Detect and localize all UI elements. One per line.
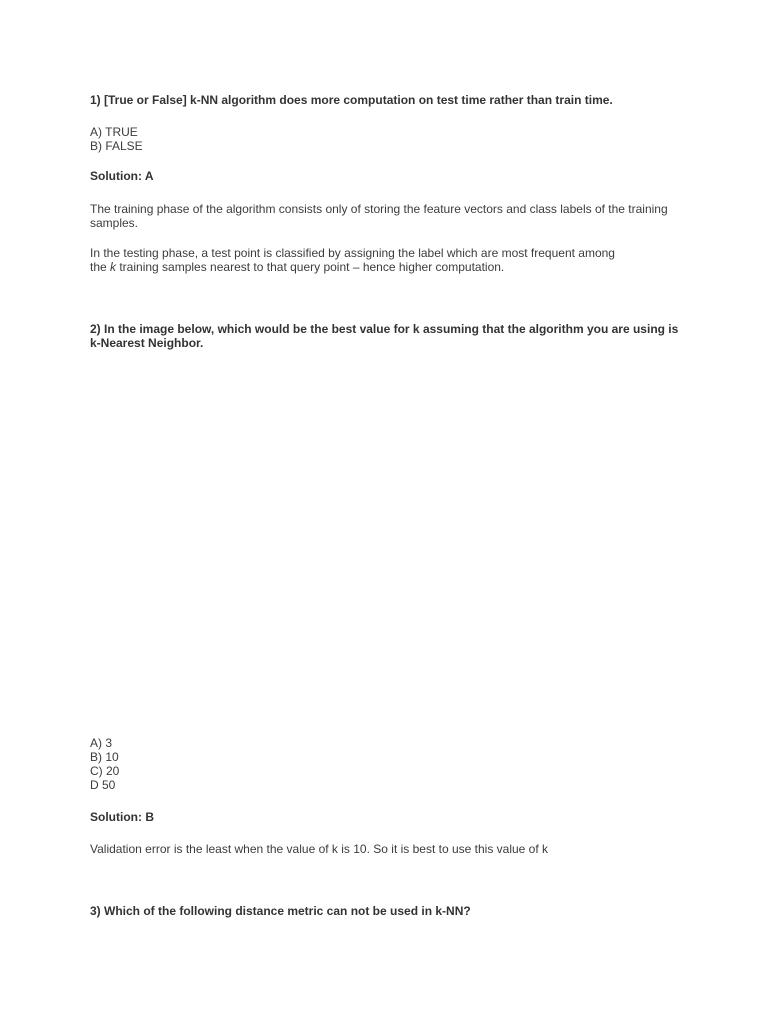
question-1-options xyxy=(90,125,690,153)
question-2-solution: Solution: B xyxy=(90,810,154,824)
option-d: D 50 xyxy=(90,778,116,792)
option-c: C) 20 xyxy=(90,764,120,778)
question-2-options xyxy=(90,736,690,792)
question-1-explanation-2 xyxy=(90,246,690,274)
explanation-2-k: k xyxy=(110,260,117,274)
explanation-2-line-1: In the testing phase, a test point is classified by assigning the label which are most frequent among xyxy=(90,246,615,260)
option-a: A) 3 xyxy=(90,736,113,750)
option-b: B) 10 xyxy=(90,750,119,764)
option-a: A) TRUE xyxy=(90,125,138,139)
question-1-solution: Solution: A xyxy=(90,169,154,183)
explanation-2-pre: the xyxy=(90,260,111,274)
question-2-explanation: Validation error is the least when the value of k is 10. So it is best to use this value of k xyxy=(90,842,549,856)
option-b: B) FALSE xyxy=(90,139,143,153)
question-3-text: 3) Which of the following distance metric can not be used in k-NN? xyxy=(90,904,471,918)
question-1-text: 1) [True or False] k-NN algorithm does more computation on test time rather than train time. xyxy=(90,93,613,107)
explanation-2-post: training samples nearest to that query point – hence higher computation. xyxy=(116,260,505,274)
question-1-explanation-1: The training phase of the algorithm consists only of storing the feature vectors and class labels of the training samples. xyxy=(90,202,668,230)
question-2-figure-area xyxy=(90,360,690,730)
question-2-text: 2) In the image below, which would be the best value for k assuming that the algorithm you are using is k-Nearest Neighbor. xyxy=(90,322,679,350)
